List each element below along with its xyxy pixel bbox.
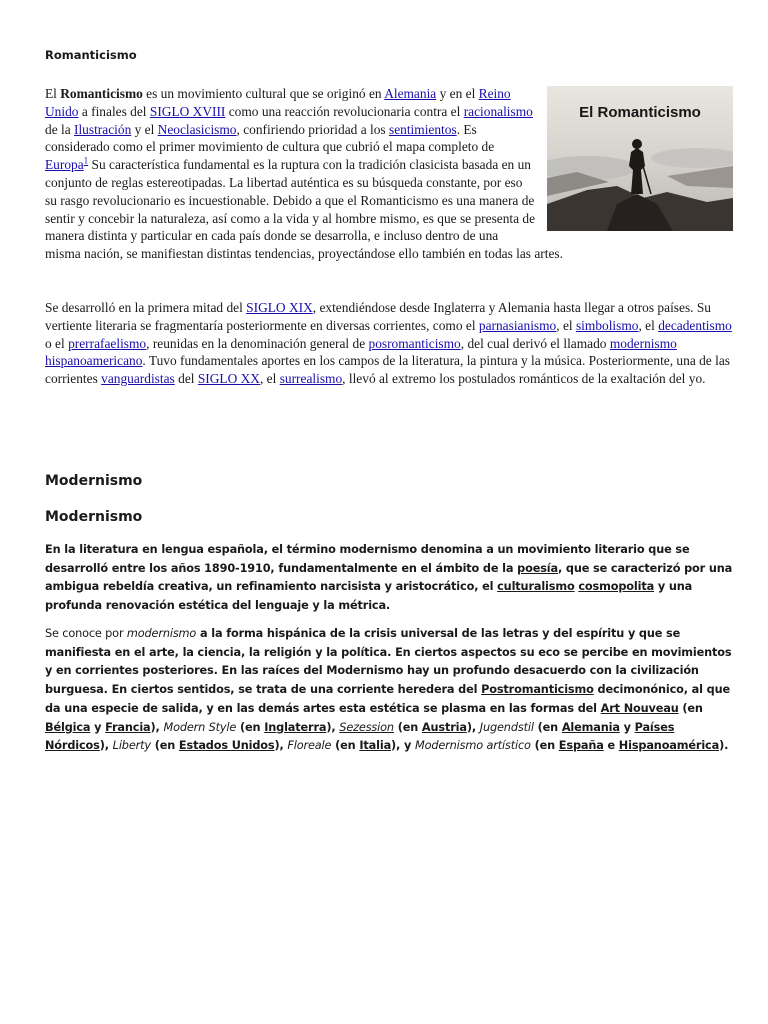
link-austria[interactable]: Austria (421, 720, 467, 734)
text-run: (en (236, 720, 265, 734)
text-run: ). (719, 739, 729, 753)
link-sezession[interactable]: Sezession (339, 720, 394, 734)
text-run: del (174, 371, 198, 387)
text-run: y (90, 720, 106, 734)
text-run: ), (466, 720, 480, 734)
figure-title: El Romanticismo (579, 104, 701, 121)
text-run: es un movimiento cultural que se originó en (142, 86, 385, 101)
link-hispanoamerica[interactable]: Hispanoamérica (618, 739, 720, 753)
subsection-title-modernismo: Modernismo (45, 509, 143, 525)
link-belgica[interactable]: Bélgica (45, 720, 91, 734)
link-culturalismo[interactable]: culturalismo (497, 580, 575, 594)
link-prerrafaelismo[interactable]: prerrafaelismo (68, 335, 147, 351)
paragraph-romanticismo-intro (45, 85, 733, 263)
text-run: a finales del (78, 103, 150, 119)
text-run: ), (274, 739, 288, 753)
link-espana[interactable]: España (558, 739, 604, 753)
italic-term: Floreale (287, 739, 332, 753)
text-run: Se conoce por (45, 627, 127, 640)
text-run: Su característica fundamental es la ruptura con la tradición clasicista basada en un conjunto de reglas estereotipadas. La libertad auténtica es su búsqueda constante, por eso su rasgo revolucionario es incuestionable. Debido a que el Romanticismo es una manera de sentir y concebir la naturaleza, así como a la vida y al hombre mismo, es que se presenta de manera distinta y particular en cada país donde se desarrolla, e incluso dentro de una misma nación, se manifiestan distintas tendencias, proyectándose ello también en todas las artes. (45, 157, 563, 262)
link-siglo-xx[interactable]: SIGLO XX (197, 371, 260, 387)
text-run: como una reacción revolucionaria contra el (225, 103, 464, 119)
text-run: (en (331, 739, 360, 753)
link-postromanticismo[interactable]: Postromanticismo (481, 683, 594, 697)
text-run: (en (150, 739, 179, 753)
text-run: ), (326, 720, 340, 734)
text-run: y (619, 720, 635, 734)
text-run: y una profunda renovación estética del lenguaje y la métrica. (45, 580, 693, 613)
link-simbolismo[interactable]: simbolismo (575, 317, 639, 333)
text-run: . Es considerado como el primer movimiento de cultura que cubrió el mapa completo de (45, 121, 495, 155)
section-title-modernismo: Modernismo (45, 473, 143, 489)
text-run: ), y (391, 739, 415, 753)
text-run: (en (678, 701, 703, 715)
text-run: , del cual derivó el llamado (460, 335, 610, 351)
link-alemania[interactable]: Alemania (384, 86, 437, 101)
romanticismo-figure (547, 86, 733, 231)
italic-term: Jugendstil (479, 720, 534, 734)
link-modernismo-hispanoamericano[interactable]: modernismo hispanoamericano (45, 335, 677, 369)
text-run: ), (99, 739, 113, 753)
link-italia[interactable]: Italia (359, 739, 392, 753)
link-francia[interactable]: Francia (105, 720, 151, 734)
text-run: (en (393, 720, 422, 734)
link-paises-nordicos[interactable]: Países Nórdicos (45, 720, 675, 753)
link-siglo-xix[interactable]: SIGLO XIX (246, 300, 313, 315)
link-sentimientos[interactable]: sentimientos (388, 121, 457, 137)
text-run: , llevó al extremo los postulados románticos de la exaltación del yo. (342, 371, 706, 387)
link-poesia[interactable]: poesía (517, 561, 558, 575)
link-vanguardistas[interactable]: vanguardistas (101, 371, 175, 387)
text-run: , que se caracterizó por una ambigua rebeldía creativa, un refinamiento narcisista y aristocrático, el (45, 561, 733, 594)
link-inglaterra[interactable]: Inglaterra (264, 720, 327, 734)
text-run: y en el (436, 86, 479, 101)
text-run: , el (638, 317, 659, 333)
link-art-nouveau[interactable]: Art Nouveau (600, 701, 679, 715)
link-posromanticismo[interactable]: posromanticismo (368, 335, 461, 351)
bold-term-romanticismo: Romanticismo (60, 86, 143, 101)
text-run: (en (530, 739, 559, 753)
text-run: (en (533, 720, 562, 734)
text-run: ), (150, 720, 164, 734)
link-reino-unido[interactable]: Reino Unido (45, 86, 511, 119)
text-run: , extendiéndose desde Inglaterra y Alemania hasta llegar a otros países. Su vertiente literaria se fragmentaría posteriormente en diversas corrientes, como el (45, 300, 711, 333)
italic-term: modernismo (126, 627, 197, 640)
text-run: a la forma hispánica de la crisis universal de las letras y del espíritu y que se manifiesta en el arte, la ciencia, la religión y la política. En ciertos aspectos su eco se percibe en movimientos y en corrientes posteriores. En las raíces del Modernismo hay un profundo desacuerdo con la civilización burguesa. En ciertos sentidos, se trata de una corriente heredera del (45, 627, 732, 697)
footnote-ref-1[interactable]: 1 (83, 155, 89, 166)
text-run: En la literatura en lengua española, el término modernismo denomina a un movimiento literario que se desarrolló entre los años 1890-1910, fundamentalmente en el ámbito de la (45, 543, 690, 575)
italic-term: Modernismo artístico (414, 739, 531, 753)
text-run: Se desarrolló en la primera mitad del (45, 300, 247, 315)
link-cosmopolita[interactable]: cosmopolita (578, 580, 655, 594)
text-run: . Tuvo fundamentales aportes en los campos de la literatura, la pintura y la música. Posteriormente, una de las corrientes (45, 353, 730, 387)
link-parnasianismo[interactable]: parnasianismo (478, 317, 557, 333)
paragraph-modernismo-definicion (45, 541, 735, 616)
text-run: de la (45, 121, 74, 137)
text-run: y el (131, 121, 158, 137)
link-alemania-2[interactable]: Alemania (561, 720, 620, 734)
italic-term: Modern Style (163, 720, 237, 734)
section-title-romanticismo: Romanticismo (45, 48, 137, 62)
link-europa[interactable]: Europa (45, 157, 84, 173)
link-decadentismo[interactable]: decadentismo (658, 317, 732, 333)
link-ilustracion[interactable]: Ilustración (74, 121, 132, 137)
text-run: El (45, 86, 61, 101)
link-siglo-xviii[interactable]: SIGLO XVIII (149, 103, 226, 119)
text-run: o el (45, 335, 69, 351)
text-run: e (603, 739, 619, 753)
text-run: , el (259, 371, 280, 387)
paragraph-modernismo-contexto (45, 625, 735, 756)
text-run: , el (556, 317, 576, 333)
text-run: decimonónico, al que da una especie de salida, y en las demás artes esta estética se plasma en las formas del (45, 683, 731, 715)
italic-term: Liberty (112, 739, 151, 753)
link-racionalismo[interactable]: racionalismo (463, 103, 533, 119)
text-run: , reunidas en la denominación general de (146, 335, 369, 351)
link-neoclasicismo[interactable]: Neoclasicismo (157, 121, 237, 137)
link-estados-unidos[interactable]: Estados Unidos (178, 739, 275, 753)
paragraph-romanticismo-desarrollo (45, 299, 733, 388)
link-surrealismo[interactable]: surrealismo (279, 371, 343, 387)
text-run: , confiriendo prioridad a los (236, 121, 389, 137)
